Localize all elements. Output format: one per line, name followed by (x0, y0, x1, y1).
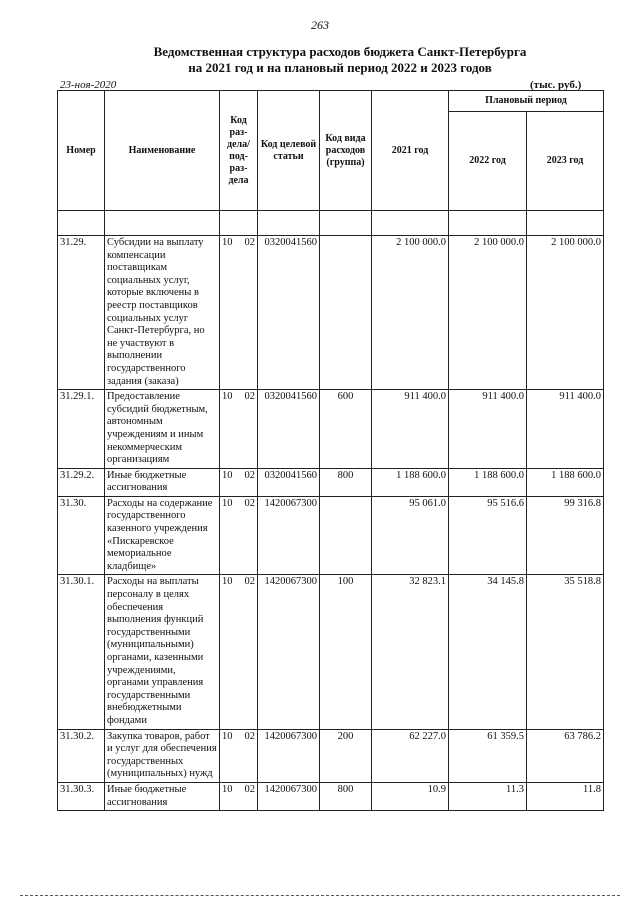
row-amount-2022: 11.3 (449, 782, 527, 810)
row-name: Предоставление субсидий бюджетным, автономным учреждениям и иным некоммерческим организациям (105, 390, 220, 469)
row-target-code: 0320041560 (258, 390, 320, 469)
row-number: 31.30.1. (58, 575, 105, 729)
row-section: 10 (222, 391, 233, 403)
table-row (58, 575, 604, 729)
row-amount-2022: 911 400.0 (449, 390, 527, 469)
header-year-2021: 2021 год (372, 91, 449, 211)
header-name: Наименование (105, 91, 220, 211)
row-expense-kind: 200 (320, 729, 372, 782)
header-year-2022: 2022 год (449, 112, 527, 211)
row-target-code: 0320041560 (258, 468, 320, 496)
row-section-code (220, 390, 258, 469)
row-amount-2023: 99 316.8 (527, 496, 604, 575)
row-section-code (220, 575, 258, 729)
row-expense-kind (320, 236, 372, 390)
footer-rule (20, 895, 620, 896)
row-number: 31.30. (58, 496, 105, 575)
row-section: 10 (222, 469, 233, 481)
header-number: Номер (58, 91, 105, 211)
row-amount-2021: 32 823.1 (372, 575, 449, 729)
row-subsection: 02 (244, 469, 255, 481)
row-section: 10 (222, 497, 233, 509)
row-amount-2023: 11.8 (527, 782, 604, 810)
row-expense-kind (320, 496, 372, 575)
row-target-code: 1420067300 (258, 782, 320, 810)
row-amount-2022: 34 145.8 (449, 575, 527, 729)
row-target-code: 0320041560 (258, 236, 320, 390)
table-row (58, 390, 604, 469)
document-title (40, 44, 640, 76)
row-number: 31.30.3. (58, 782, 105, 810)
document-date: 23-ноя-2020 (60, 79, 117, 91)
row-amount-2023: 1 188 600.0 (527, 468, 604, 496)
row-expense-kind: 100 (320, 575, 372, 729)
row-name: Расходы на содержание государственного казенного учреждения «Пискаревское мемориальное кладбище» (105, 496, 220, 575)
row-name: Иные бюджетные ассигнования (105, 468, 220, 496)
row-subsection: 02 (244, 391, 255, 403)
row-name: Иные бюджетные ассигнования (105, 782, 220, 810)
row-name: Расходы на выплаты персоналу в целях обеспечения выполнения функций государственными (муниципальными) органами, казенными учреждениями, органами управления государственными внебюджетными фондами (105, 575, 220, 729)
row-section-code (220, 729, 258, 782)
row-expense-kind: 600 (320, 390, 372, 469)
row-section-code (220, 496, 258, 575)
row-section-code (220, 236, 258, 390)
header-section-code: Код раз-дела/ под-раз-дела (220, 91, 258, 211)
header-spacer-row (58, 211, 604, 236)
header-target-code: Код целевой статьи (258, 91, 320, 211)
units-label: (тыс. руб.) (530, 79, 582, 91)
row-amount-2021: 1 188 600.0 (372, 468, 449, 496)
row-amount-2023: 2 100 000.0 (527, 236, 604, 390)
row-section-code (220, 468, 258, 496)
row-section: 10 (222, 783, 233, 795)
header-expense-kind: Код вида расходов (группа) (320, 91, 372, 211)
table-row (58, 729, 604, 782)
table-row (58, 782, 604, 810)
row-target-code: 1420067300 (258, 575, 320, 729)
budget-table (57, 90, 604, 811)
row-expense-kind: 800 (320, 468, 372, 496)
row-number: 31.30.2. (58, 729, 105, 782)
row-number: 31.29.2. (58, 468, 105, 496)
row-expense-kind: 800 (320, 782, 372, 810)
row-amount-2021: 2 100 000.0 (372, 236, 449, 390)
header-row-top (58, 91, 604, 112)
row-amount-2022: 2 100 000.0 (449, 236, 527, 390)
page-number: 263 (311, 18, 329, 32)
row-section: 10 (222, 576, 233, 588)
document-title-line-2: на 2021 год и на плановый период 2022 и 2023 годов (188, 60, 492, 75)
row-number: 31.29. (58, 236, 105, 390)
header-year-2023: 2023 год (527, 112, 604, 211)
row-section: 10 (222, 730, 233, 742)
row-section-code (220, 782, 258, 810)
row-amount-2021: 95 061.0 (372, 496, 449, 575)
row-amount-2022: 1 188 600.0 (449, 468, 527, 496)
row-subsection: 02 (244, 783, 255, 795)
row-subsection: 02 (244, 497, 255, 509)
table-row (58, 236, 604, 390)
row-target-code: 1420067300 (258, 496, 320, 575)
row-target-code: 1420067300 (258, 729, 320, 782)
row-subsection: 02 (244, 237, 255, 248)
row-amount-2023: 911 400.0 (527, 390, 604, 469)
row-amount-2023: 63 786.2 (527, 729, 604, 782)
document-title-line-1: Ведомственная структура расходов бюджета Санкт-Петербурга (153, 44, 527, 59)
row-amount-2021: 10.9 (372, 782, 449, 810)
row-section: 10 (222, 237, 233, 248)
table-body (58, 211, 604, 811)
row-amount-2021: 62 227.0 (372, 729, 449, 782)
row-name: Субсидии на выплату компенсации поставщикам социальных услуг, которые включены в реестр поставщиков социальных услуг Санкт-Петербурга, но не участвуют в выполнении государственного задания (заказа) (105, 236, 220, 390)
row-amount-2022: 95 516.6 (449, 496, 527, 575)
row-name: Закупка товаров, работ и услуг для обеспечения государственных (муниципальных) нужд (105, 729, 220, 782)
row-subsection: 02 (244, 576, 255, 588)
header-plan-period: Плановый период (449, 91, 604, 112)
row-amount-2021: 911 400.0 (372, 390, 449, 469)
row-amount-2023: 35 518.8 (527, 575, 604, 729)
table-row (58, 496, 604, 575)
row-number: 31.29.1. (58, 390, 105, 469)
row-amount-2022: 61 359.5 (449, 729, 527, 782)
table-row (58, 468, 604, 496)
row-subsection: 02 (244, 730, 255, 742)
